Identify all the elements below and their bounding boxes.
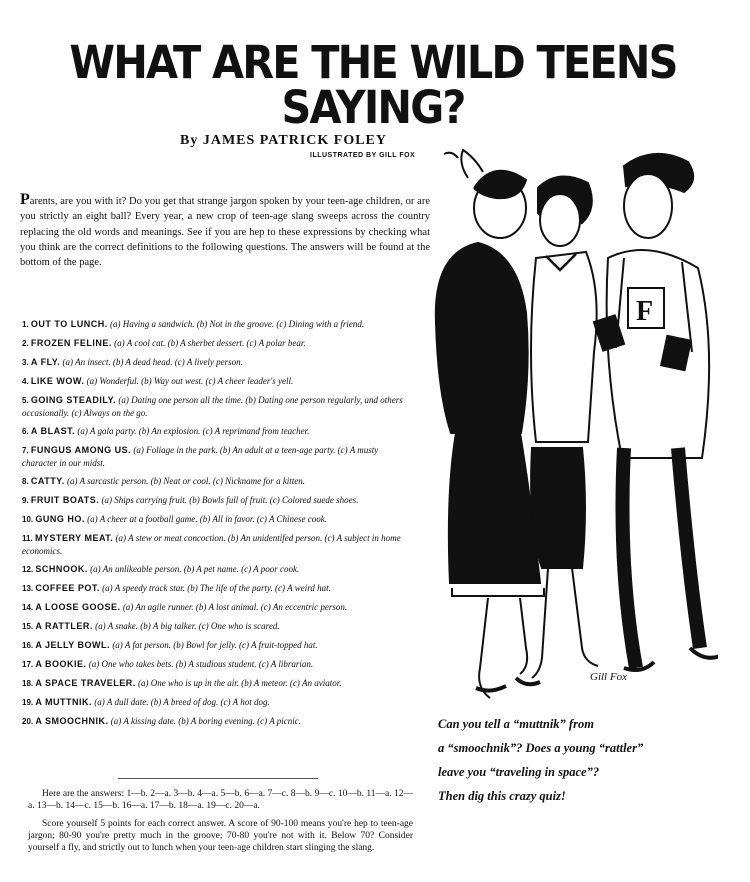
- question-options: (a) A speedy track star. (b) The life of the party. (c) A weird hat.: [102, 583, 331, 593]
- question-options: (a) Dating one person all the time. (b) Dating one person regularly, and others occasionally. (c) Always on the go.: [22, 395, 403, 418]
- teens-illustration: [428, 148, 718, 708]
- question-options: (a) An insect. (b) A dead head. (c) A lively person.: [62, 357, 243, 367]
- question-number: 16.: [22, 641, 34, 650]
- quiz-question: [22, 601, 412, 614]
- question-number: 9.: [22, 496, 29, 505]
- question-options: (a) Having a sandwich. (b) Not in the groove. (c) Dining with a friend.: [110, 319, 365, 329]
- question-number: 8.: [22, 477, 29, 486]
- question-term: OUT TO LUNCH.: [30, 319, 108, 329]
- quiz-question: [22, 658, 412, 671]
- question-options: (a) Foliage in the park. (b) An adult at a teen-age party. (c) A musty character in our midst.: [22, 445, 379, 468]
- quiz-question: [22, 337, 412, 350]
- question-options: (a) A cheer at a football game. (b) All in favor. (c) A Chinese cook.: [87, 514, 328, 524]
- question-options: (a) Ships carrying fruit. (b) Bowls full of fruit. (c) Colored suede shoes.: [101, 495, 359, 505]
- girl-left-figure: [436, 150, 544, 698]
- teaser-line: leave you “traveling in space”?: [438, 765, 600, 779]
- quiz-question: [22, 513, 412, 526]
- intro-drop-cap: P: [20, 191, 30, 208]
- quiz-question: [22, 394, 412, 419]
- question-number: 2.: [22, 339, 29, 348]
- question-number: 11.: [22, 534, 33, 543]
- question-term: COFFEE POT.: [35, 583, 100, 593]
- question-options: (a) An agile runner. (b) A lost animal. (c) An eccentric person.: [122, 602, 348, 612]
- quiz-question: [22, 620, 412, 633]
- quiz-question: [22, 318, 412, 331]
- question-term: FRUIT BOATS.: [30, 495, 100, 505]
- score-text: Score yourself 5 points for each correct answer. A score of 90-100 means you're hep to teen-age jargon; 80-90 you're pretty much in the groove; 70-80 you're not with it. Below 70? Consider yourself a fly, and strictly out to lunch when your teen-age children start slinging the slang.: [28, 819, 413, 853]
- question-term: GUNG HO.: [35, 514, 85, 524]
- question-term: FROZEN FELINE.: [30, 338, 112, 348]
- question-term: A JELLY BOWL.: [35, 640, 111, 650]
- question-options: (a) A dull date. (b) A breed of dog. (c) A hot dog.: [94, 697, 270, 707]
- quiz-question: [22, 475, 412, 488]
- teaser-line: Then dig this crazy quiz!: [438, 789, 566, 803]
- question-number: 12.: [22, 565, 34, 574]
- quiz-question: [22, 444, 412, 469]
- quiz-question: [22, 494, 412, 507]
- question-options: (a) A snake. (b) A big talker. (c) One who is scared.: [95, 621, 280, 631]
- question-term: GOING STEADILY.: [30, 395, 117, 405]
- question-number: 4.: [22, 377, 29, 386]
- question-term: A SMOOCHNIK.: [35, 716, 109, 726]
- question-term: A BLAST.: [30, 426, 76, 436]
- question-term: A RATTLER.: [35, 621, 93, 631]
- question-term: CATTY.: [30, 476, 65, 486]
- question-options: (a) A sarcastic person. (b) Neat or cool. (c) Nickname for a kitten.: [67, 476, 306, 486]
- question-options: (a) An unlikeable person. (b) A pet name. (c) A poor cook.: [90, 564, 300, 574]
- question-number: 19.: [22, 698, 34, 707]
- question-number: 17.: [22, 660, 34, 669]
- question-number: 20.: [22, 717, 34, 726]
- question-term: SCHNOOK.: [35, 564, 88, 574]
- question-number: 1.: [22, 320, 29, 329]
- illustrator-credit: ILLUSTRATED BY GILL FOX: [310, 152, 416, 159]
- question-number: 3.: [22, 358, 29, 367]
- question-term: A BOOKIE.: [35, 659, 87, 669]
- question-term: A LOOSE GOOSE.: [35, 602, 121, 612]
- question-term: FUNGUS AMONG US.: [30, 445, 132, 455]
- question-number: 15.: [22, 622, 34, 631]
- answers-section: [28, 788, 413, 860]
- girl-middle-figure: [531, 177, 598, 678]
- quiz-question: [22, 582, 412, 595]
- teaser-line: a “smoochnik”? Does a young “rattler”: [438, 741, 644, 755]
- teaser-line: Can you tell a “muttnik” from: [438, 717, 594, 731]
- divider: [118, 778, 318, 779]
- question-options: (a) One who takes bets. (b) A studious student. (c) A librarian.: [88, 659, 314, 669]
- question-term: LIKE WOW.: [30, 376, 85, 386]
- question-number: 13.: [22, 584, 34, 593]
- question-options: (a) Wonderful. (b) Way out west. (c) A cheer leader's yell.: [86, 376, 294, 386]
- question-term: A SPACE TRAVELER.: [35, 678, 136, 688]
- question-options: (a) One who is up in the air. (b) A meteor. (c) An aviator.: [137, 678, 342, 688]
- quiz-question: [22, 639, 412, 652]
- question-term: MYSTERY MEAT.: [34, 533, 114, 543]
- intro-paragraph: [20, 192, 430, 270]
- quiz-question: [22, 356, 412, 369]
- svg-text:F: F: [636, 296, 654, 327]
- quiz-question: [22, 425, 412, 438]
- question-term: A FLY.: [30, 357, 61, 367]
- question-options: (a) A stew or meat concoction. (b) An unidentifed person. (c) A subject in home economics.: [22, 533, 401, 556]
- question-options: (a) A cool cat. (b) A sherbet dessert. (c) A polar bear.: [114, 338, 306, 348]
- intro-text: arents, are you with it? Do you get that strange jargon spoken by your teen-age children, or are you strictly an eight ball? Every year, a new crop of teen-age slang sweeps across the country replacing the old words and meanings. See if you are hep to these expressions by checking what you think are the correct definitions to the following questions. The answers will be found at the bottom of the page.: [20, 196, 430, 269]
- headline: WHAT ARE THE WILD TEENS SAYING?: [69, 36, 677, 134]
- question-number: 5.: [22, 396, 29, 405]
- artist-signature: Gill Fox: [590, 671, 627, 683]
- question-number: 6.: [22, 427, 29, 436]
- question-number: 18.: [22, 679, 34, 688]
- question-number: 7.: [22, 446, 29, 455]
- teaser-text: [438, 712, 738, 808]
- question-term: A MUTTNIK.: [35, 697, 93, 707]
- question-options: (a) A fat person. (b) Bowl for jelly. (c) A fruit-topped hat.: [112, 640, 318, 650]
- question-number: 14.: [22, 603, 34, 612]
- byline: By JAMES PATRICK FOLEY: [180, 133, 387, 148]
- quiz-question: [22, 375, 412, 388]
- answers-line: Here are the answers: 1—b. 2—a. 3—b. 4—a. 5—b. 6—a. 7—c. 8—b. 9—c. 10—b. 11—a. 12—a. 13—b. 14—c. 15—b. 16—a. 17—b. 18—a. 19—c. 20—a.: [28, 789, 413, 811]
- quiz-question: [22, 715, 412, 728]
- quiz-question: [22, 677, 412, 690]
- quiz-question: [22, 696, 412, 709]
- question-number: 10.: [22, 515, 34, 524]
- boy-right-figure: [594, 154, 718, 670]
- quiz-question: [22, 532, 412, 557]
- quiz-question: [22, 563, 412, 576]
- question-options: (a) A gala party. (b) An explosion. (c) A reprimand from teacher.: [77, 426, 310, 436]
- question-list: [22, 318, 412, 734]
- question-options: (a) A kissing date. (b) A boring evening. (c) A picnic.: [110, 716, 302, 726]
